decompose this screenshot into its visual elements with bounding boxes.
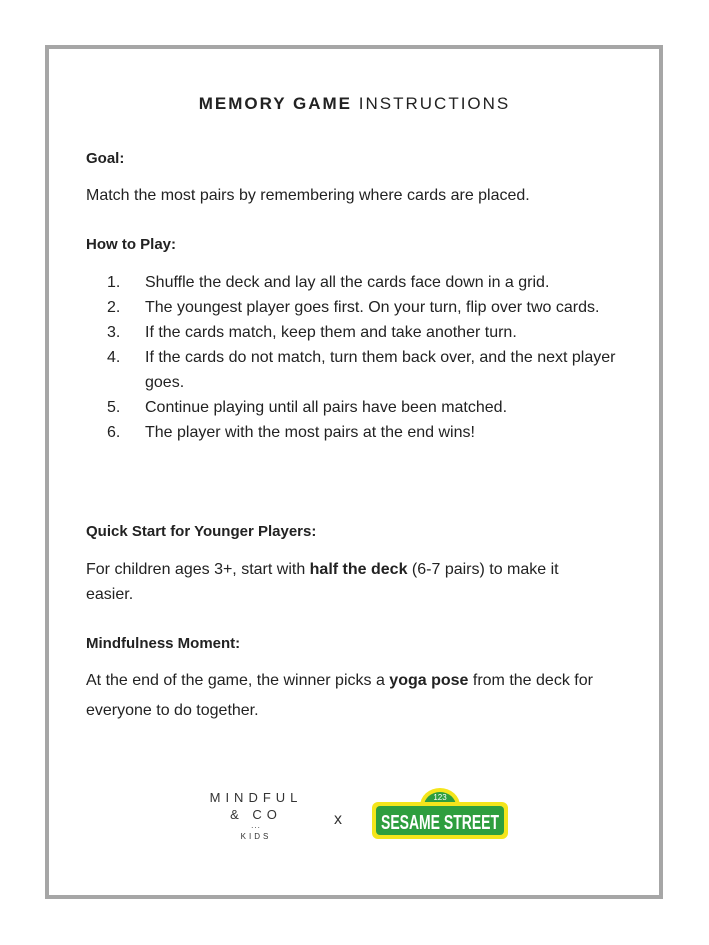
step-number: 3. [107, 324, 121, 341]
collab-separator: x [334, 811, 342, 828]
bold-text: half the deck [309, 561, 408, 578]
mindfulness-text [86, 666, 631, 726]
step-text: If the cards do not match, turn them back over, and the next player goes. [145, 349, 616, 391]
page-border [45, 45, 663, 899]
step-number: 5. [107, 399, 121, 416]
bold-text: yoga pose [389, 672, 469, 689]
step-number: 1. [107, 274, 121, 291]
text: At the end of the game, the winner picks a [86, 672, 390, 689]
step-text: Continue playing until all pairs have been matched. [145, 399, 508, 416]
list-item [86, 295, 631, 320]
title-bold: MEMORY GAME [198, 94, 353, 113]
step-text: The player with the most pairs at the end wins! [145, 424, 475, 441]
mindfulness-heading: Mindfulness Moment: [86, 635, 241, 652]
goal-heading: Goal: [86, 150, 125, 167]
quick-start-text [86, 557, 586, 607]
list-item [86, 395, 631, 420]
list-item [86, 420, 631, 445]
steps-list [86, 270, 631, 445]
logo-line: MINDFUL [209, 790, 303, 805]
sign-text: SESAME STREET [381, 812, 499, 834]
title-rest: INSTRUCTIONS [358, 94, 511, 113]
goal-text: Match the most pairs by remembering where cards are placed. [86, 187, 530, 204]
text: For children ages 3+, start with [86, 561, 310, 578]
step-text: The youngest player goes first. On your turn, flip over two cards. [145, 299, 600, 316]
quick-start-heading: Quick Start for Younger Players: [86, 523, 317, 540]
sign-number: 123 [433, 793, 447, 802]
list-item [86, 320, 631, 345]
list-item [86, 345, 631, 395]
text: (6-7 pairs) to make it easier. [86, 561, 559, 603]
mindful-co-kids-logo [196, 790, 316, 841]
page-title [0, 94, 709, 114]
text: from the deck for everyone to do together. [86, 672, 593, 719]
logo-dots: ... [251, 821, 261, 830]
step-text: If the cards match, keep them and take another turn. [145, 324, 517, 341]
how-to-play-heading: How to Play: [86, 236, 177, 253]
logo-line: & CO [230, 807, 282, 822]
list-item [86, 270, 631, 295]
step-number: 6. [107, 424, 121, 441]
sesame-street-logo [372, 786, 508, 840]
step-number: 4. [107, 349, 121, 366]
step-text: Shuffle the deck and lay all the cards face down in a grid. [145, 274, 550, 291]
step-number: 2. [107, 299, 121, 316]
logo-line: KIDS [240, 832, 272, 841]
